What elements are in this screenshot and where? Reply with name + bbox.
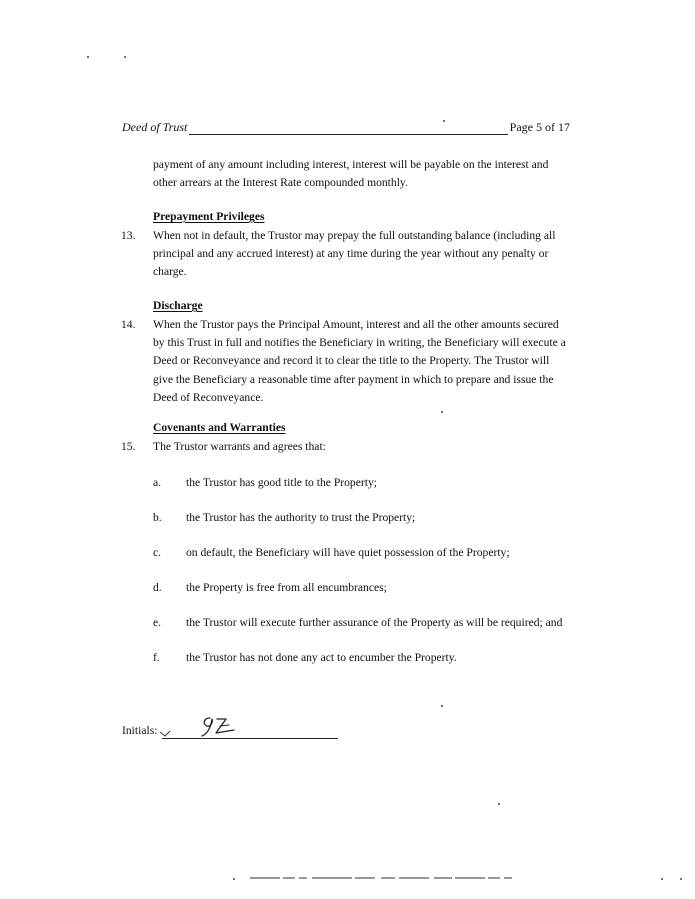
list-item-text: the Trustor has not done any act to encumber the Property. xyxy=(186,651,457,664)
list-item-text: on default, the Beneficiary will have quiet possession of the Property; xyxy=(186,546,510,559)
section-body-discharge xyxy=(153,316,573,407)
initials-block xyxy=(122,718,342,744)
list-item-letter: e. xyxy=(153,616,162,629)
page-number: Page 5 of 17 xyxy=(509,120,570,134)
scan-speck xyxy=(498,803,500,805)
section-body-covenants xyxy=(153,438,573,456)
list-item-text: the Property is free from all encumbrances; xyxy=(186,581,387,594)
list-item-letter: b. xyxy=(153,511,162,524)
text-line: Deed or Reconveyance and record it to clear the title to the Property. The Trustor will xyxy=(153,354,550,368)
section-number: 15. xyxy=(121,440,136,453)
list-item-text: the Trustor has good title to the Property; xyxy=(186,476,377,489)
text-line: When the Trustor pays the Principal Amount, interest and all the other amounts secured xyxy=(153,318,559,331)
scan-artifact-line xyxy=(250,876,516,880)
list-item-letter: c. xyxy=(153,546,162,559)
list-item-text: the Trustor will execute further assurance of the Property as will be required; and xyxy=(186,616,563,629)
section-number: 13. xyxy=(121,229,136,242)
list-item-letter: f. xyxy=(153,651,160,664)
handwritten-initials xyxy=(198,714,238,740)
list-item-letter: a. xyxy=(153,476,162,489)
list-item-text: the Trustor has the authority to trust the Property; xyxy=(186,511,416,524)
section-number: 14. xyxy=(121,318,136,331)
text-line: charge. xyxy=(153,265,187,279)
page-header xyxy=(122,120,570,136)
document-title: Deed of Trust xyxy=(122,120,188,134)
section-body-prepayment xyxy=(153,227,573,282)
text-line: by this Trust in full and notifies the Beneficiary in writing, the Beneficiary will execute a xyxy=(153,336,566,350)
intro-paragraph xyxy=(153,156,573,192)
initials-mark xyxy=(159,730,171,738)
list-item-letter: d. xyxy=(153,581,162,594)
text-line: payment of any amount including interest, interest will be payable on the interest and xyxy=(153,158,549,171)
scan-speck xyxy=(124,56,126,58)
text-line: When not in default, the Trustor may prepay the full outstanding balance (including all xyxy=(153,229,556,242)
scan-speck xyxy=(233,878,235,880)
initials-signature-line xyxy=(162,738,338,739)
initials-label: Initials: xyxy=(122,724,158,737)
section-heading-covenants: Covenants and Warranties xyxy=(153,421,286,434)
text-line: principal and any accrued interest) at any time during the year without any penalty or xyxy=(153,247,549,261)
text-line: other arrears at the Interest Rate compounded monthly. xyxy=(153,176,408,190)
scan-speck xyxy=(661,878,663,880)
text-line: The Trustor warrants and agrees that: xyxy=(153,440,326,453)
scan-speck xyxy=(680,878,682,880)
section-heading-discharge: Discharge xyxy=(153,299,203,312)
scan-speck xyxy=(441,705,443,707)
scan-speck xyxy=(87,56,89,58)
text-line: Deed of Reconveyance. xyxy=(153,390,264,404)
section-heading-prepayment: Prepayment Privileges xyxy=(153,210,265,223)
text-line: give the Beneficiary a reasonable time after payment in which to prepare and issue the xyxy=(153,372,554,386)
scan-speck xyxy=(441,411,443,413)
